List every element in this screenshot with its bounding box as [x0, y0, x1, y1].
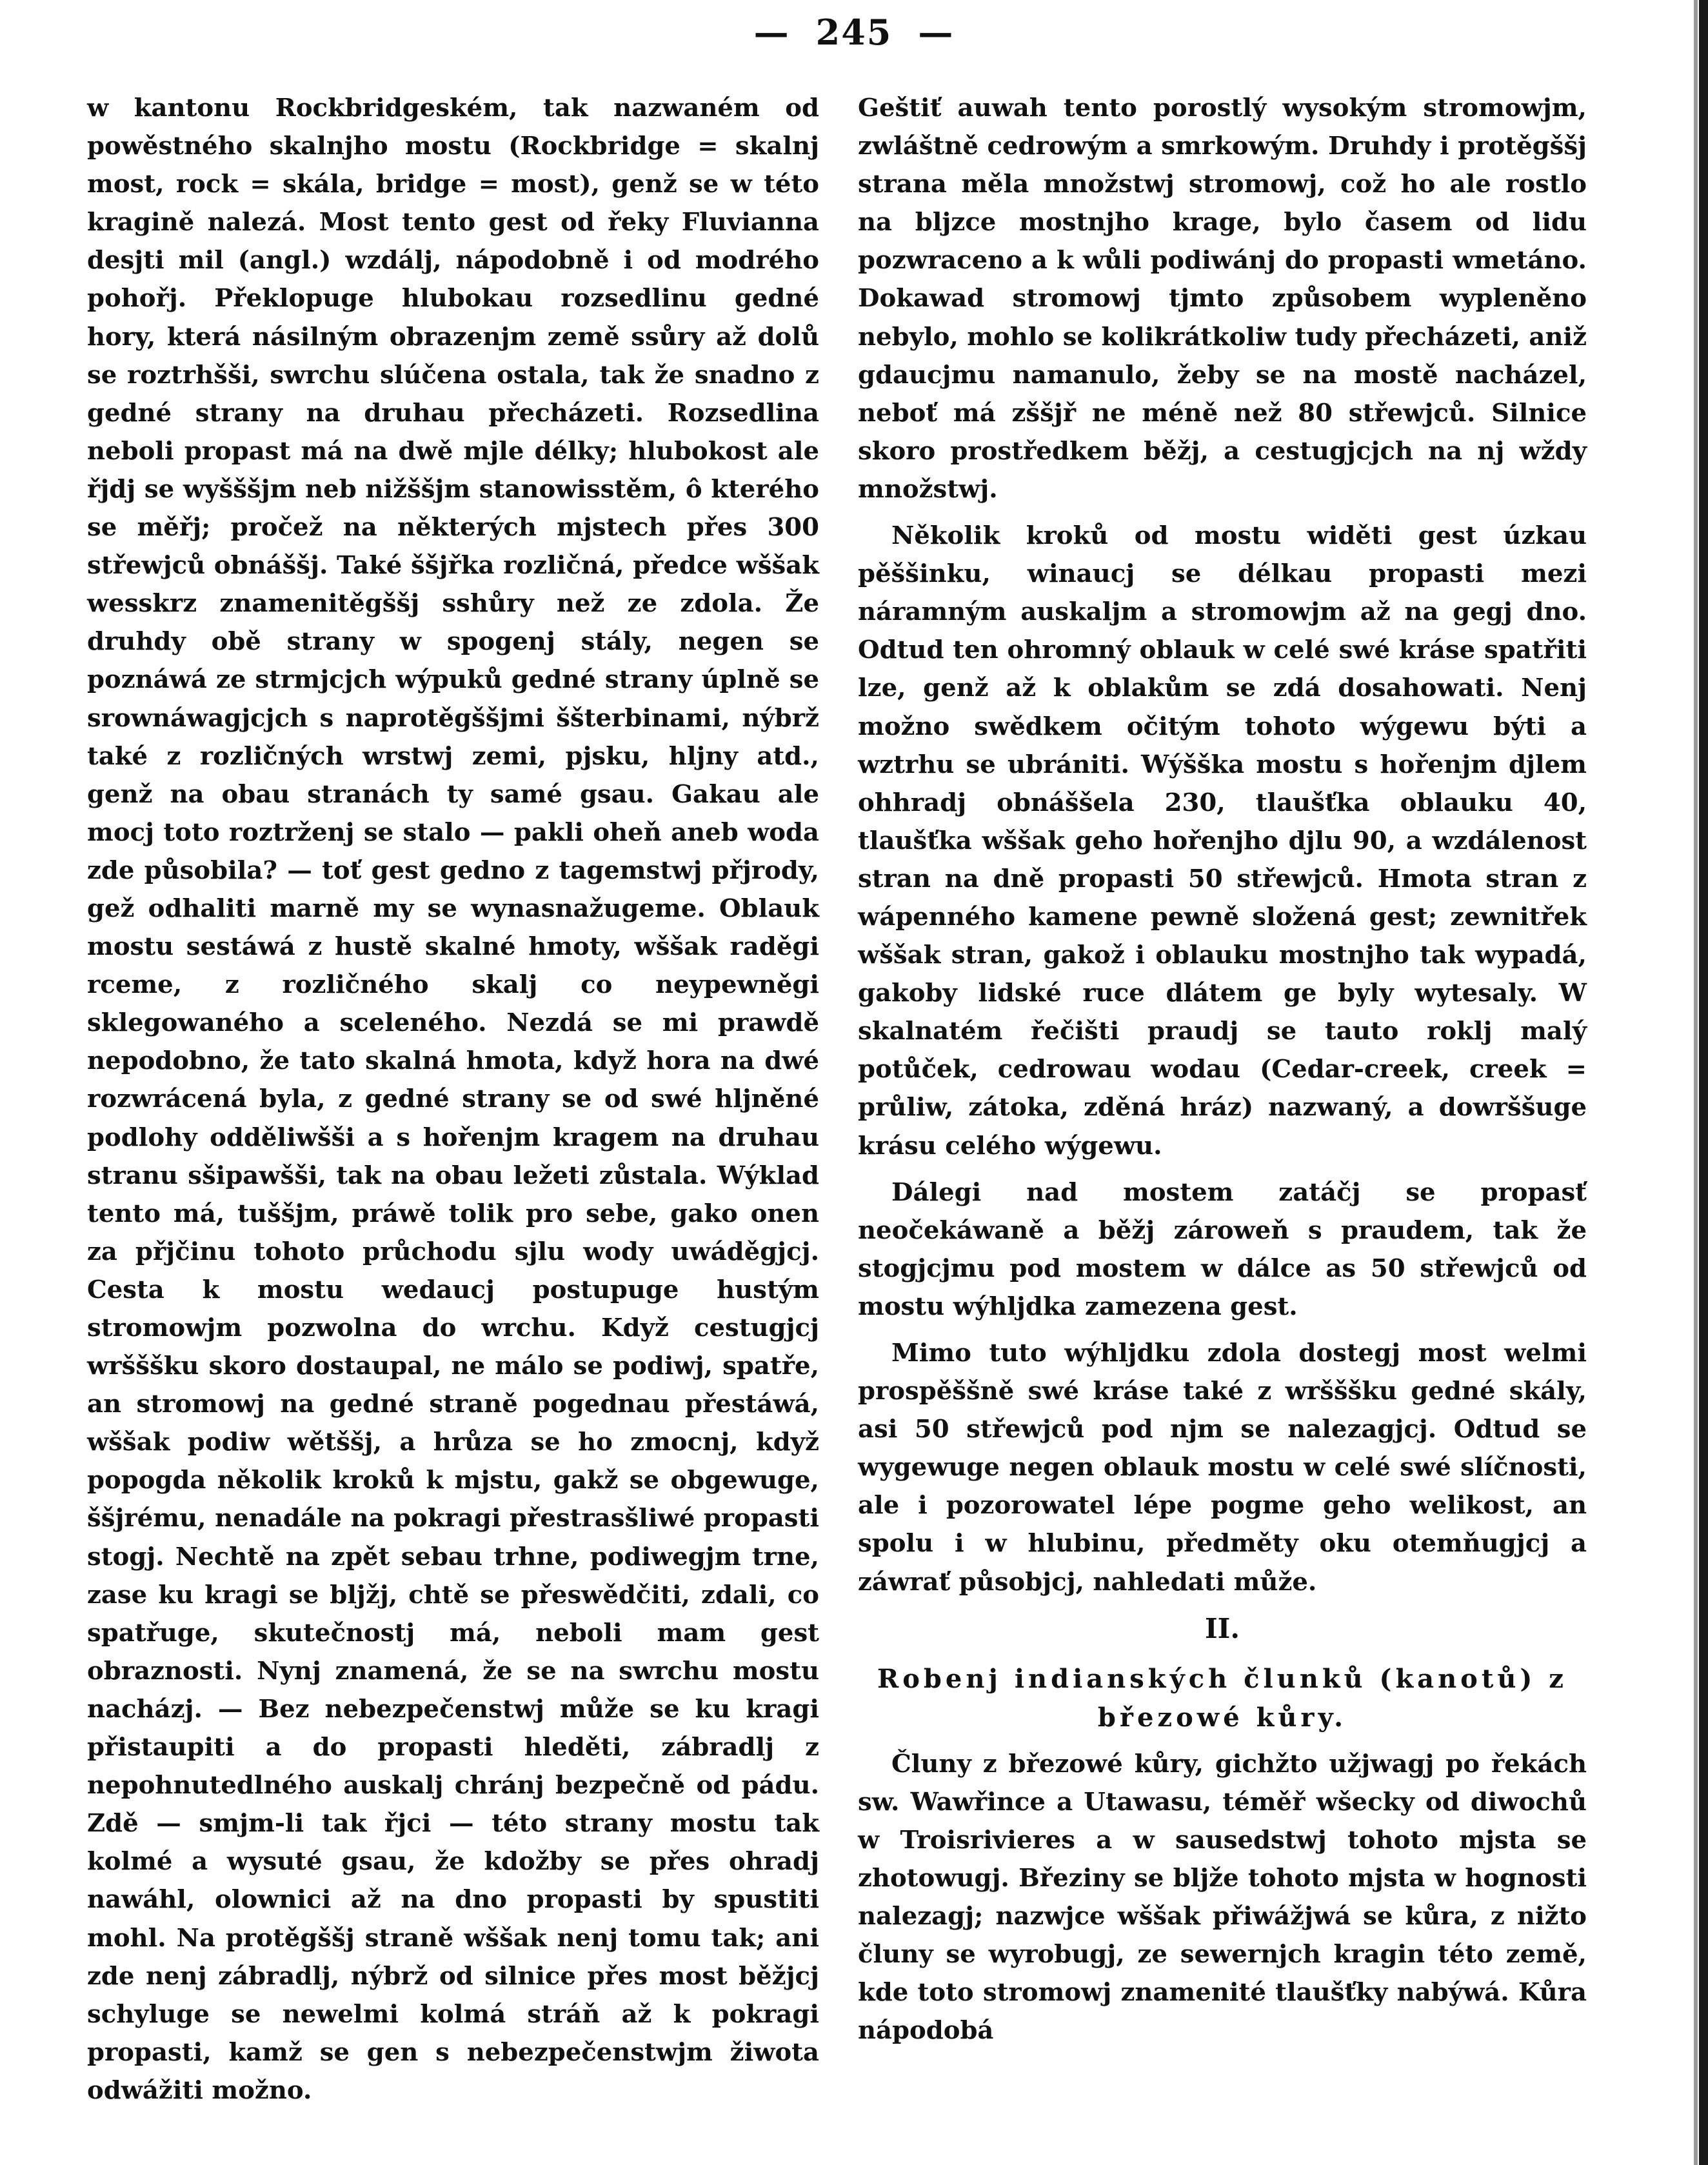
section-title: Robenj indianských člunků (kanotů) z březowé kůry.: [877, 1663, 1567, 1733]
page-edge-border: [1699, 0, 1708, 2165]
page-number-dash-right: —: [918, 12, 955, 53]
right-paragraph-5: Čluny z březowé kůry, gichžto užjwagj po řekách sw. Wawřince a Utawasu, téměř wšecky od diwochů w Troisrivieres a w sausedstwj tohoto mjsta se zhotowugj. Březiny se bljže tohoto mjsta w hognosti nalezagj; nazwjce wššak přiwážjwá se kůra, z nižto čluny se wyrobugj, ze sewernjch kragin této země, kde toto stromowj znamenité tlaušťky nabýwá. Kůra nápodobá: [858, 1749, 1587, 2046]
right-column: [858, 89, 1587, 2058]
right-paragraph-2: Několik kroků od mostu widěti gest úzkau pěššinku, winaucj se délkau propasti mezi náramným auskaljm a stromowjm až na gegj dno. Odtud ten ohromný oblauk w celé swé kráse spatřiti lze, genž až k oblakům se zdá dosahowati. Nenj možno swědkem očitým tohoto wýgewu býti a wztrhu se ubrániti. Wýšška mostu s hořenjm djlem ohhradj obnáššela 230, tlaušťka oblauku 40, tlaušťka wššak geho hořenjho djlu 90, a wzdálenost stran na dně propasti 50 střewjců. Hmota stran z wápenného kamene pewně složená gest; zewnitřek wššak stran, gakož i oblauku mostnjho tak wypadá, gakoby lidské ruce dlátem ge byly wytesaly. W skalnatém řečišti praudj se tauto roklj malý potůček, cedrowau wodau (Cedar-creek, creek = průliw, zátoka, zděná hráz) nazwaný, a dowrššuge krásu celého wýgewu.: [858, 521, 1587, 1161]
right-paragraph-3: Dálegi nad mostem zatáčj se propasť neočekáwaně a běžj zároweň s praudem, tak že stogjcjmu pod mostem w dálce as 50 střewjců od mostu wýhljdka zamezena gest.: [858, 1177, 1587, 1321]
left-column-paragraph: w kantonu Rockbridgeském, tak nazwaném od powěstného skalnjho mostu (Rockbridge = skalnj most, rock = skála, bridge = most), genž se w této kragině nalezá. Most tento gest od řeky Fluvianna desjti mil (angl.) wzdálj, nápodobně i od modrého pohořj. Překlopuge hlubokau rozsedlinu gedné hory, která násilným obrazenjm země ssůry až dolů se roztrhšši, swrchu slúčena ostala, tak že snadno z gedné strany na druhau přecházeti. Rozsedlina neboli propast má na dwě mjle délky; hlubokost ale řjdj se wyšššjm neb nižššjm stanowisstěm, ô kterého se měřj; pročež na některých mjstech přes 300 střewjců obnáššj. Také ššjřka rozličná, předce wššak wesskrz znamenitěgššj sshůry než ze zdola. Že druhdy obě strany w spogenj stály, negen se poznáwá ze strmjcjch wýpuků gedné strany úplně se srownáwagjcjch s naprotěgššjmi ššterbinami, nýbrž také z rozličných wrstwj zemi, pjsku, hljny atd., genž na obau stranách ty samé gsau. Gakau ale mocj toto roztrženj se stalo — pakli oheň aneb woda zde působila? — toť gest gedno z tagemstwj přjrody, gež odhaliti marně my se wynasnažugeme. Oblauk mostu sestáwá z hustě skalné hmoty, wššak raděgi rceme, z rozličného skalj co neypewněgi sklegowaného a sceleného. Nezdá se mi prawdě nepodobno, že tato skalná hmota, když hora na dwé rozwrácená byla, z gedné strany se od swé hljněné podlohy odděliwšši a s hořenjm kragem na druhau stranu sšipawšši, tak na obau ležeti zůstala. Wýklad tento má, tuššjm, práwě tolik pro sebe, gako onen za přjčinu tohoto průchodu sjlu wody uwáděgjcj. Cesta k mostu wedaucj postupuge hustým stromowjm pozwolna do wrchu. Když cestugjcj wršššku skoro dostaupal, ne málo se podiwj, spatře, an stromowj na gedné straně pogednau přestáwá, wššak podiw wětššj, a hrůza se ho zmocnj, když popogda několik kroků k mjstu, gakž se obgewuge, ššjrému, nenadále na pokragi přestrasšliwé propasti stogj. Nechtě na zpět sebau trhne, podiwegjm trne, zase ku kragi se bljžj, chtě se přeswědčiti, zdali, co spatřuge, skutečnostj má, neboli mam gest obraznosti. Nynj znamená, že se na swrchu mostu nacházj. — Bez nebezpečenstwj může se ku kragi přistaupiti a do propasti hleděti, zábradlj z nepohnutedlného auskalj chránj bezpečně od pádu. Zdě — smjm-li tak řjci — této strany mostu tak kolmé a wysuté gsau, že kdožby se přes ohradj nawáhl, olownici až na dno propasti by spustiti mohl. Na protěgššj straně wššak nenj tomu tak; ani zde nenj zábradlj, nýbrž od silnice přes most běžjcj schyluge se newelmi kolmá stráň až k pokragi propasti, kamž se gen s nebezpečenstwjm žiwota odwážiti možno.: [87, 94, 819, 2105]
right-paragraph-4: Mimo tuto wýhljdku zdola dostegj most welmi prospěššně swé kráse také z wršššku gedné skály, asi 50 střewjců pod njm se nalezagjcj. Odtud se wygewuge negen oblauk mostu w celé swé slíčnosti, ale i pozorowatel lépe pogme geho welikost, an spolu i w hlubinu, předměty oku otemňugjcj a záwrať působjcj, nahledati může.: [858, 1339, 1587, 1597]
section-number: II.: [1205, 1612, 1240, 1644]
right-paragraph-1: Geštiť auwah tento porostlý wysokým stromowjm, zwláštně cedrowým a smrkowým. Druhdy i protěgššj strana měla množstwj stromowj, což ho ale rostlo na bljzce mostnjho krage, bylo časem od lidu pozwraceno a k wůli podiwánj do propasti wmetáno. Dokawad stromowj tjmto způsobem wypleněno nebylo, mohlo se kolikrátkoliw tudy přecházeti, aniž gdaucjmu namanulo, žeby se na mostě nacházel, neboť má zššjř ne méně než 80 střewjců. Silnice skoro prostředkem běžj, a cestugjcjch na nj wždy množstwj.: [858, 94, 1587, 504]
page-number-header: [0, 12, 1708, 53]
page-number-dash-left: —: [753, 12, 790, 53]
page-number: 245: [815, 12, 893, 53]
left-column: [87, 89, 819, 2118]
page-edge-shadow: [1694, 0, 1698, 2165]
